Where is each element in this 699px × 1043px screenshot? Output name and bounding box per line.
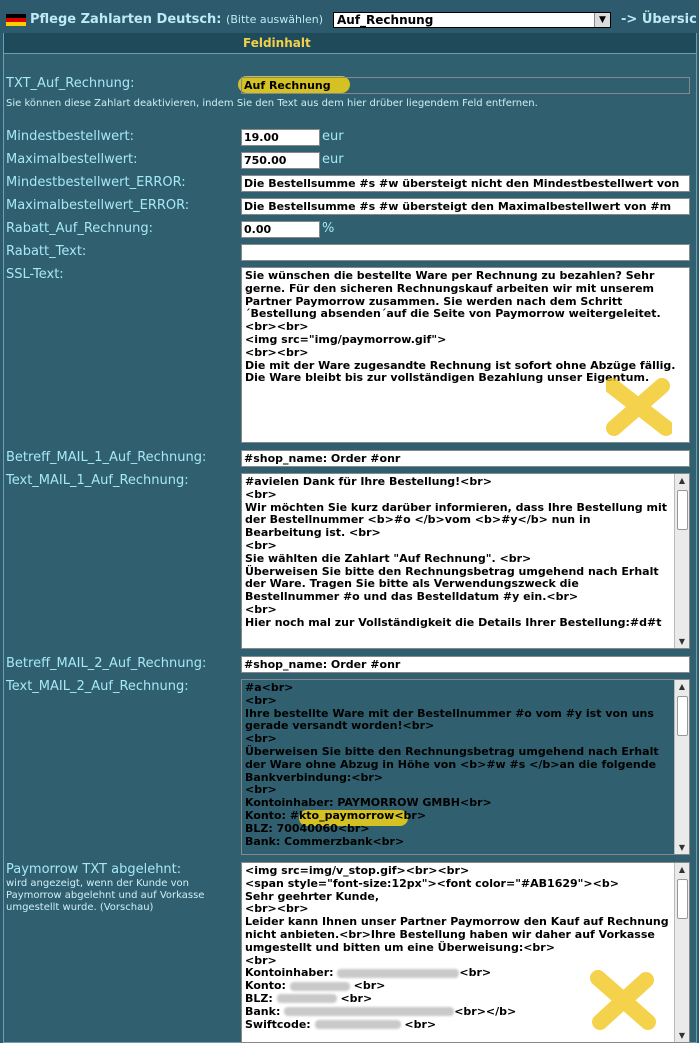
rabatt-text-label: Rabatt_Text:	[6, 244, 87, 259]
max-input[interactable]: 750.00	[241, 152, 320, 169]
abgelehnt-note: wird angezeigt, wenn der Kunde von Paymorrow abgelehnt und auf Vorkasse umgestellt wurde. (Vorschau)	[6, 878, 205, 913]
swift-label: Swiftcode:	[245, 1017, 311, 1031]
scroll-up-icon[interactable]: ▲	[678, 865, 686, 874]
text2-textarea-content: #a<br> <br> Ihre bestellte Ware mit der Bestellnummer #o vom #y ist von uns gerade versandt worden!<br> <br> Überweisen Sie bitte den Rechnungsbetrag umgehend nach Erhalt der Ware ohne Abzug in Höhe von <b>#w #s </b>an die folgende Bankverbindung:<br> <br> Kontoinhaber: PAYMORROW GMBH<br> Konto: #kto_paymorrow<br> BLZ: 70040060<br> Bank: Commerzbank<br>	[245, 681, 659, 848]
column-header	[4, 33, 696, 54]
column-header-label: Feldinhalt	[243, 36, 311, 50]
betreff1-label: Betreff_MAIL_1_Auf_Rechnung:	[6, 450, 207, 465]
text1-textarea[interactable]	[241, 473, 690, 649]
redacted-block	[284, 1007, 454, 1016]
german-flag-icon	[6, 14, 26, 26]
redacted-block	[315, 1020, 401, 1029]
konto-label: Konto:	[245, 979, 286, 993]
text1-scrollbar[interactable]	[674, 474, 689, 648]
rabatt-unit: %	[322, 221, 335, 236]
betreff1-input[interactable]: #shop_name: Order #onr	[241, 450, 690, 467]
rabatt-input[interactable]: 0.00	[241, 221, 320, 238]
max-error-label: Maximalbestellwert_ERROR:	[6, 198, 190, 213]
br-tag: <br>	[404, 1017, 437, 1031]
abgelehnt-label: Paymorrow TXT abgelehnt:	[6, 862, 182, 877]
scroll-up-icon[interactable]: ▲	[678, 682, 686, 691]
br-tag: <br>	[340, 991, 373, 1005]
redacted-block	[277, 994, 337, 1003]
zahlart-select[interactable]	[333, 12, 611, 28]
min-error-label: Mindestbestellwert_ERROR:	[6, 175, 186, 190]
betreff2-input[interactable]: #shop_name: Order #onr	[241, 656, 690, 673]
redacted-block	[290, 982, 350, 991]
max-label: Maximalbestellwert:	[6, 152, 138, 167]
blz-label: BLZ:	[245, 991, 273, 1005]
redacted-block	[337, 969, 459, 978]
br-tag: <br>	[459, 966, 492, 980]
text2-scrollbar[interactable]	[674, 680, 689, 854]
min-unit: eur	[322, 129, 344, 144]
chevron-down-icon[interactable]: ▼	[594, 13, 610, 27]
ssl-textarea-content: Sie wünschen die bestellte Ware per Rechnung zu bezahlen? Sehr gerne. Für den sicheren Rechnungskauf arbeiten wir mit unserem Partner Paymorrow zusammen. Sie werden nach dem Schritt ´Bestellung absenden´auf die Seite von Paymorrow weitergeleitet. <br><br> <img src="img/paymorrow.gif"> <br><br> Die mit der Ware zugesandte Rechnung ist sofort ohne Abzüge fällig. Die Ware bleibt bis zur vollständigen Bezahlung unser Eigentum.	[245, 269, 676, 385]
max-error-input[interactable]: Die Bestellsumme #s #w übersteigt den Maximalbestellwert von #m	[241, 198, 690, 215]
min-input[interactable]: 19.00	[241, 129, 320, 146]
kontoinhaber-label: Kontoinhaber:	[245, 966, 334, 980]
abgelehnt-textarea-content: <img src=img/v_stop.gif><br><br> <span style="font-size:12px"><font color="#AB1629"><b> Sehr geehrter Kunde, <br><br> Leider kann Ihnen unser Partner Paymorrow den Kauf auf Rechnung nicht anbieten.<br>Ihre Bestellung haben wir daher auf Vorkasse umgestellt und bitten um eine Überweisung:<br> <br>	[245, 864, 669, 967]
max-unit: eur	[322, 152, 344, 167]
ssl-label: SSL-Text:	[6, 267, 64, 282]
txt-label: TXT_Auf_Rechnung:	[6, 76, 135, 91]
scroll-thumb[interactable]	[677, 879, 688, 919]
scroll-thumb[interactable]	[677, 696, 688, 736]
scroll-down-icon[interactable]: ▼	[678, 843, 686, 852]
zahlart-select-value: Auf_Rechnung	[337, 13, 434, 27]
txt-input-value: Auf Rechnung	[244, 79, 331, 92]
scroll-down-icon[interactable]: ▼	[678, 637, 686, 646]
betreff2-label: Betreff_MAIL_2_Auf_Rechnung:	[6, 656, 207, 671]
bank-label: Bank:	[245, 1004, 281, 1018]
text1-label: Text_MAIL_1_Auf_Rechnung:	[6, 473, 189, 488]
text2-textarea[interactable]	[241, 679, 690, 855]
txt-note: Sie können diese Zahlart deaktivieren, indem Sie den Text aus dem hier drüber liegendem Feld entfernen.	[6, 98, 538, 109]
min-label: Mindestbestellwert:	[6, 129, 134, 144]
min-error-input[interactable]: Die Bestellsumme #s #w übersteigt nicht den Mindestbestellwert von	[241, 175, 690, 192]
page-title-text: Pflege Zahlarten Deutsch:	[30, 12, 222, 27]
scroll-down-icon[interactable]: ▼	[678, 1031, 686, 1040]
select-hint: (Bitte auswählen)	[226, 13, 324, 26]
page-title	[30, 12, 323, 27]
rabatt-label: Rabatt_Auf_Rechnung:	[6, 221, 154, 236]
br-b-tag: <br></b>	[454, 1004, 517, 1018]
br-tag: <br>	[353, 979, 386, 993]
scroll-thumb[interactable]	[677, 490, 688, 530]
text1-textarea-content: #avielen Dank für Ihre Bestellung!<br> <br> Wir möchten Sie kurz darüber informieren, dass Ihre Bestellung mit der Bestellnummer <b>#o </b>vom <b>#y</b> nun in Bearbeitung ist. <br> <br> Sie wählten die Zahlart "Auf Rechnung". <br> Überweisen Sie bitte den Rechnungsbetrag umgehend nach Erhalt der Ware. Tragen Sie bitte als Verwendungszweck die Bestellnummer #o und das Bestelldatum #y ein.<br> <br> Hier noch mal zur Vollständigkeit die Details Ihrer Bestellung:#d#t	[245, 475, 667, 629]
text2-label: Text_MAIL_2_Auf_Rechnung:	[6, 679, 189, 694]
overview-link[interactable]: -> Übersic	[621, 12, 697, 27]
highlight-cross-icon	[590, 970, 656, 1030]
txt-input[interactable]	[241, 77, 690, 94]
rabatt-text-input[interactable]	[241, 244, 690, 261]
highlight-cross-icon	[606, 376, 672, 438]
scroll-up-icon[interactable]: ▲	[678, 476, 686, 485]
abgelehnt-scrollbar[interactable]	[674, 863, 689, 1042]
